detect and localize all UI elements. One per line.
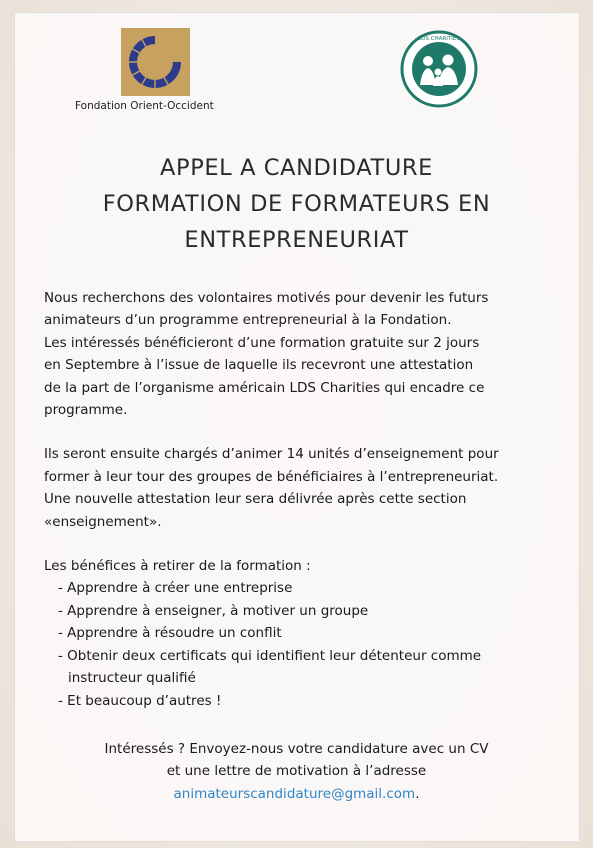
benefits-heading: Les bénéfices à retirer de la formation : <box>44 558 311 575</box>
poster-body <box>44 287 556 712</box>
lds-charities-logo <box>400 30 478 108</box>
list-item: - Apprendre à créer une entreprise <box>58 580 293 597</box>
intro-line: Nous recherchons des volontaires motivés pour devenir les futurs <box>44 290 489 306</box>
second-line: «enseignement». <box>44 513 162 530</box>
list-item: - Apprendre à enseigner, à motiver un groupe <box>58 602 369 619</box>
list-item: - Apprendre à résoudre un conflit <box>58 625 282 642</box>
intro-line: animateurs d’un programme entrepreneurial à la Fondation. <box>44 312 452 329</box>
list-item-continuation: instructeur qualifié <box>68 670 196 687</box>
intro-line: programme. <box>44 402 128 419</box>
benefits-list <box>44 577 556 711</box>
cta-email-line <box>20 783 573 805</box>
title-line-2: FORMATION DE FORMATEURS EN <box>102 191 491 217</box>
second-line: former à leur tour des groupes de bénéficiaires à l’entrepreneuriat. <box>44 468 499 485</box>
cta-line-1: Intéressés ? Envoyez-nous votre candidature avec un CV <box>104 741 489 757</box>
cta-line-2: et une lettre de motivation à l’adresse <box>166 763 427 780</box>
list-item: - Et beaucoup d’autres ! <box>58 692 222 709</box>
lds-logo-text: LDS CHARITIES <box>418 36 460 42</box>
second-line: Ils seront ensuite chargés d’animer 14 unités d’enseignement pour <box>44 446 499 463</box>
benefits-section <box>44 555 556 712</box>
intro-line: en Septembre à l’issue de laquelle ils recevront une attestation <box>44 357 474 374</box>
org-name-label: Fondation Orient-Occident <box>75 100 214 112</box>
call-to-action <box>20 738 573 805</box>
intro-line: de la part de l’organisme américain LDS Charities qui encadre ce <box>44 379 485 396</box>
intro-line: Les intéressés bénéficieront d’une formation gratuite sur 2 jours <box>44 334 480 351</box>
title-line-1: APPEL A CANDIDATURE <box>160 155 433 181</box>
intro-paragraph <box>44 287 556 421</box>
email-link[interactable]: animateurscandidature@gmail.com <box>173 785 416 802</box>
email-suffix: . <box>415 785 420 802</box>
fondation-orient-occident-logo <box>121 28 190 96</box>
list-item: - Obtenir deux certificats qui identifient leur détenteur comme <box>58 647 482 664</box>
second-paragraph <box>44 443 556 533</box>
title-line-3: ENTREPRENEURIAT <box>184 227 409 253</box>
second-line: Une nouvelle attestation leur sera délivrée après cette section <box>44 491 467 508</box>
poster-title <box>20 150 573 258</box>
